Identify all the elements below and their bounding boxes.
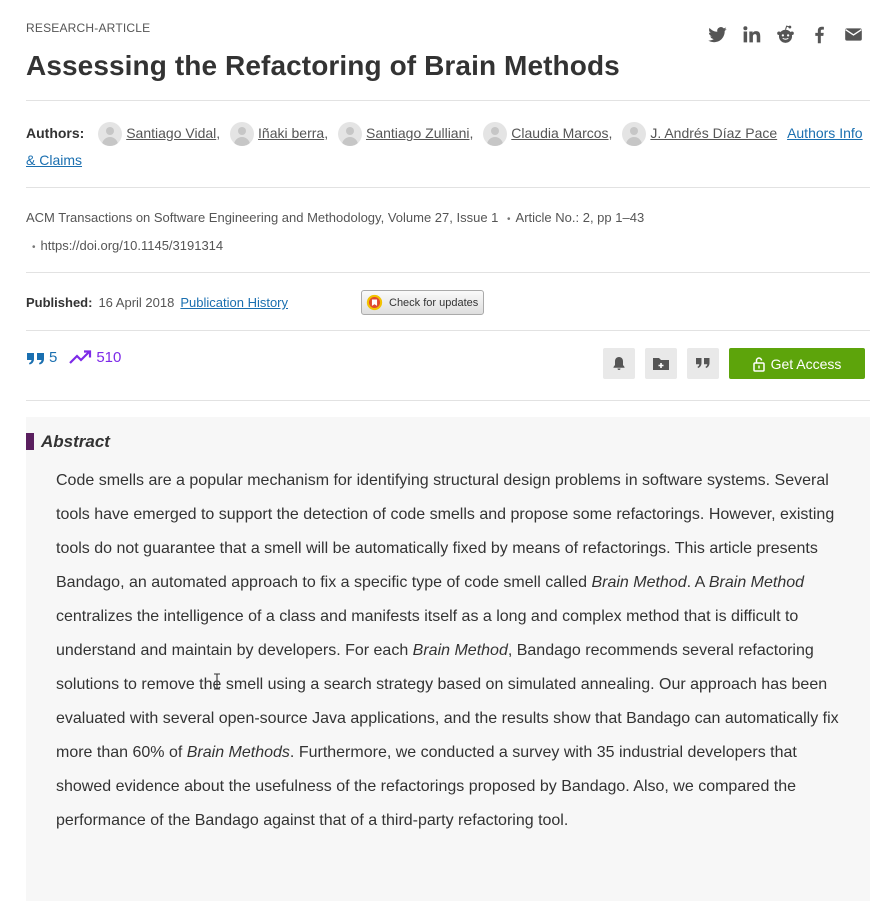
- author-link[interactable]: J. Andrés Díaz Pace: [650, 125, 778, 141]
- abstract-text: [56, 464, 846, 838]
- trending-up-icon: [69, 348, 93, 366]
- divider: [26, 330, 870, 331]
- citation-count[interactable]: 5: [49, 348, 58, 366]
- abstract-term: Brain Method: [412, 642, 508, 659]
- email-icon[interactable]: [843, 24, 864, 45]
- author-item: [618, 125, 777, 141]
- article-number: Article No.: 2, pp 1–43: [515, 210, 645, 225]
- authors-info-link[interactable]: Authors Info & Claims: [26, 125, 863, 168]
- check-for-updates-label: Check for updates: [389, 296, 479, 309]
- avatar: [338, 122, 362, 146]
- abstract-segment: . Furthermore, we conducted a survey with 35 industrial developers that showed evidence about the usefulness of the refactorings proposed by Bandago. Also, we compared the performance of the Bandago against that of a third-party refactoring tool.: [56, 744, 797, 829]
- author-item: Claudia Marcos,: [479, 125, 614, 141]
- author-link[interactable]: Claudia Marcos: [511, 125, 609, 141]
- abstract-term: Brain Methods: [186, 744, 290, 761]
- get-access-button[interactable]: [729, 348, 865, 379]
- crossmark-icon: [366, 294, 383, 311]
- reddit-icon[interactable]: [775, 24, 796, 45]
- divider: [26, 187, 870, 188]
- bell-icon: [612, 356, 626, 371]
- journal-name[interactable]: ACM Transactions on Software Engineering and Methodology: [26, 210, 381, 225]
- metrics-bar: [26, 348, 121, 366]
- publication-history-link[interactable]: Publication History: [180, 295, 289, 310]
- abstract-segment: centralizes the intelligence of a class and manifests itself as a long and complex method that is difficult to understand and maintain by developers. For each: [56, 608, 799, 659]
- linkedin-icon[interactable]: [741, 24, 762, 45]
- author-item: Iñaki berra,: [226, 125, 330, 141]
- abstract-accent-bar: [26, 433, 34, 450]
- abstract-term: Brain Method: [708, 574, 805, 591]
- author-item: Santiago Vidal,: [94, 125, 222, 141]
- volume: Volume 27: [387, 210, 450, 225]
- abstract-title: Abstract: [41, 431, 110, 451]
- abstract-segment: . A: [686, 574, 709, 591]
- facebook-icon[interactable]: [809, 24, 830, 45]
- divider: [26, 272, 870, 273]
- published-row: [26, 295, 288, 310]
- author-link[interactable]: Iñaki berra: [258, 125, 325, 141]
- author-item: Santiago Zulliani,: [334, 125, 475, 141]
- doi-link[interactable]: https://doi.org/10.1145/3191314: [40, 238, 224, 253]
- published-date: 16 April 2018: [98, 295, 175, 310]
- unlock-icon: [753, 356, 765, 372]
- abstract-section: [26, 417, 870, 901]
- alert-button[interactable]: [603, 348, 635, 379]
- abstract-segment: , Bandago recommends several refactoring solutions to remove the smell using a search strategy based on simulated annealing. Our approach has been evaluated with several open-source Java applications, and the results show that Bandago can automatically fix more than 60% of: [56, 642, 839, 761]
- avatar: [230, 122, 254, 146]
- issue: Issue 1: [456, 210, 499, 225]
- text-cursor-icon: [212, 673, 222, 690]
- abstract-term: Brain Method: [591, 574, 687, 591]
- quote-icon: [695, 357, 711, 370]
- divider: [26, 100, 870, 101]
- get-access-label: Get Access: [770, 355, 842, 372]
- add-to-binder-button[interactable]: [645, 348, 677, 379]
- page-title: Assessing the Refactoring of Brain Methods: [26, 50, 620, 81]
- folder-plus-icon: [652, 357, 670, 371]
- authors-label: Authors:: [26, 125, 85, 141]
- abstract-segment: Code smells are a popular mechanism for identifying structural design problems in software systems. Several tools have emerged to support the detection of code smells and propose some refactorings. However, existing tools do not guarantee that a smell will be automatically fixed by means of refactorings. This article presents Bandago, an automated approach to fix a specific type of code smell called: [56, 472, 835, 591]
- check-for-updates-button[interactable]: [361, 290, 484, 315]
- author-link[interactable]: Santiago Vidal: [126, 125, 217, 141]
- published-label: Published:: [26, 295, 93, 310]
- download-count[interactable]: 510: [96, 348, 122, 366]
- twitter-icon[interactable]: [707, 24, 728, 45]
- article-type: RESEARCH-ARTICLE: [26, 21, 151, 35]
- author-link[interactable]: Santiago Zulliani: [365, 125, 470, 141]
- publication-info: ACM Transactions on Software Engineering and Methodology, Volume 27, Issue 1 • Article No.: 2, pp 1–43 • https://doi.org/10.1145/3191314: [26, 210, 645, 253]
- avatar: [622, 122, 646, 146]
- authors-block: [26, 120, 870, 174]
- quote-icon: [26, 348, 46, 366]
- bullet: •: [507, 214, 511, 225]
- avatar: [98, 122, 122, 146]
- action-bar: [593, 348, 865, 379]
- bullet: •: [32, 242, 36, 253]
- avatar: [483, 122, 507, 146]
- share-bar: [707, 24, 864, 45]
- cite-button[interactable]: [687, 348, 719, 379]
- abstract-heading: [26, 433, 110, 450]
- divider: [26, 400, 870, 401]
